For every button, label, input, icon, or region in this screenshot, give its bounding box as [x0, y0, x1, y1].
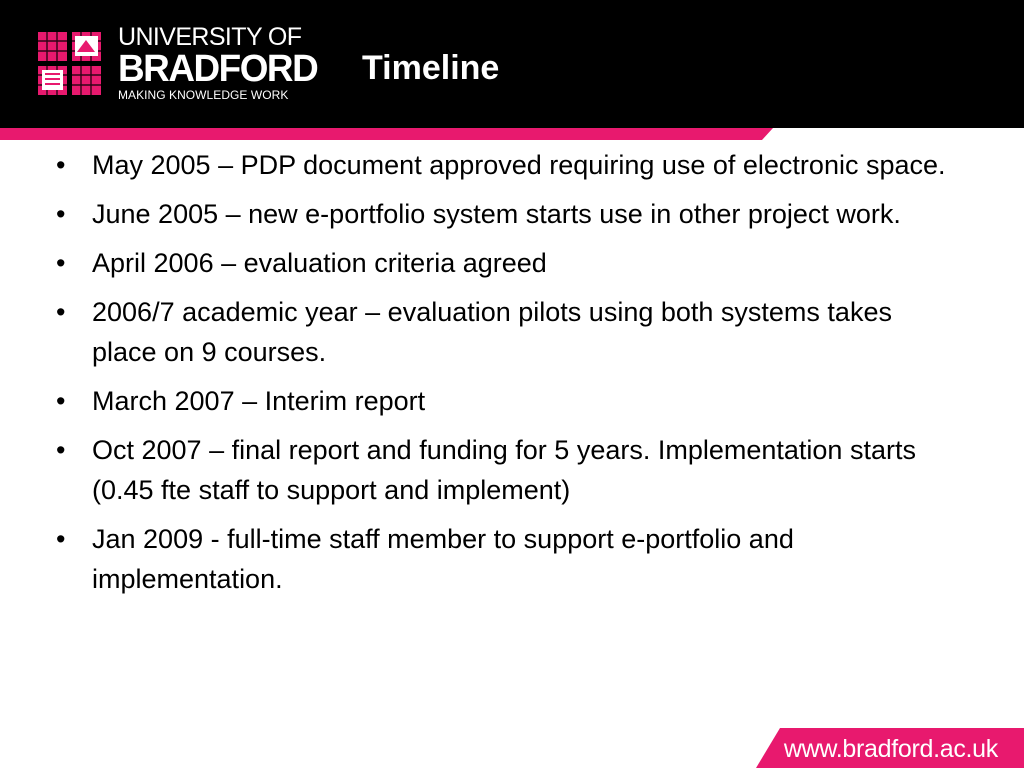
slide-title: Timeline [362, 49, 500, 87]
bullet-icon: • [56, 199, 66, 229]
footer-url[interactable]: www.bradford.ac.uk [783, 735, 998, 763]
timeline-item-text: May 2005 – PDP document approved requiring use of electronic space. [92, 150, 946, 180]
bullet-icon: • [56, 435, 66, 465]
logo-university-of: UNIVERSITY OF [118, 23, 302, 51]
bullet-icon: • [56, 150, 66, 180]
timeline-item-text: March 2007 – Interim report [92, 386, 426, 416]
timeline-list [56, 145, 956, 608]
timeline-item [56, 430, 956, 510]
timeline-item [56, 381, 956, 421]
university-crest-grid-icon [36, 30, 106, 100]
timeline-item [56, 519, 956, 599]
timeline-item-text: June 2005 – new e-portfolio system starts use in other project work. [92, 199, 901, 229]
bullet-icon: • [56, 386, 66, 416]
timeline-item-text: Jan 2009 - full-time staff member to support e-portfolio and implementation. [92, 524, 794, 594]
bullet-icon: • [56, 248, 66, 278]
logo-bradford: BRADFORD [118, 48, 318, 90]
timeline-item [56, 194, 956, 234]
timeline-item-text: April 2006 – evaluation criteria agreed [92, 248, 547, 278]
timeline-item-text: Oct 2007 – final report and funding for 5 years. Implementation starts (0.45 fte staff to support and implement) [92, 435, 916, 505]
timeline-item-text: 2006/7 academic year – evaluation pilots using both systems takes place on 9 courses. [92, 297, 892, 367]
header-pink-stripe [0, 128, 773, 140]
timeline-item [56, 243, 956, 283]
bullet-icon: • [56, 297, 66, 327]
logo-tagline: MAKING KNOWLEDGE WORK [118, 88, 289, 102]
bullet-icon: • [56, 524, 66, 554]
timeline-item [56, 145, 956, 185]
university-logo [118, 24, 323, 103]
timeline-item [56, 292, 956, 372]
